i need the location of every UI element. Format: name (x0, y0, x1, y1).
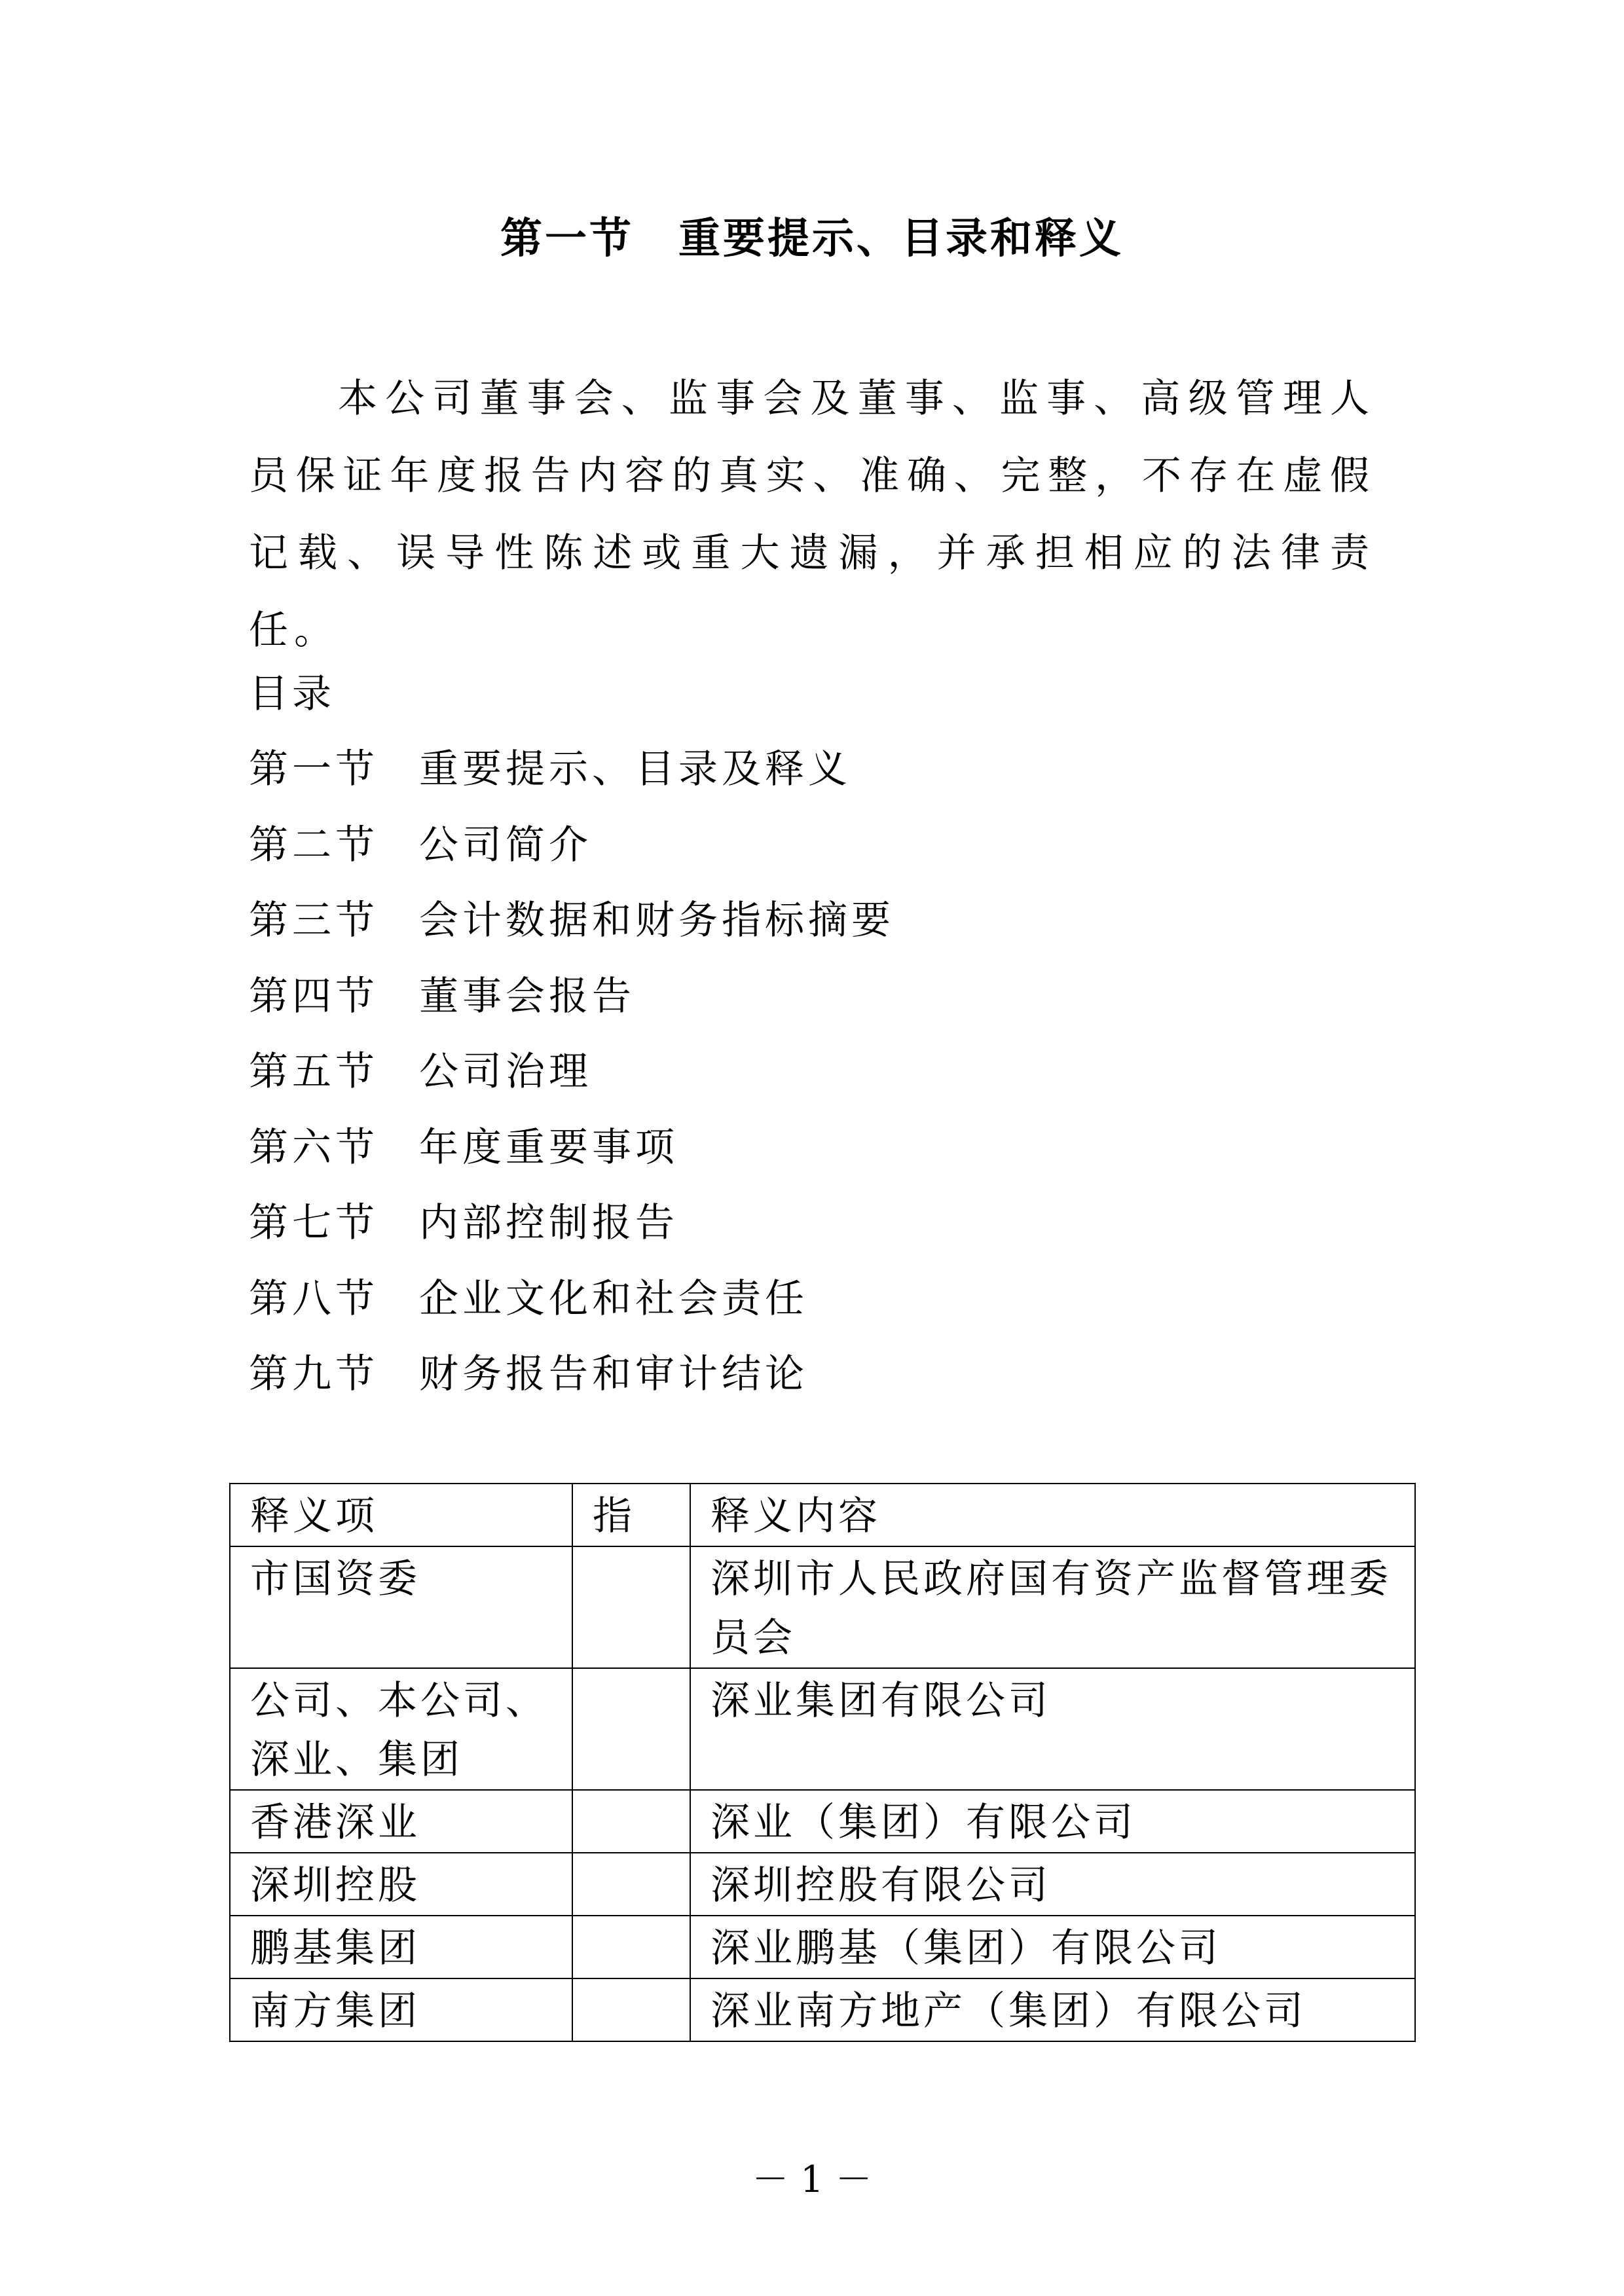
definition-meaning: 深圳控股有限公司 (690, 1853, 1415, 1916)
table-of-contents (249, 737, 895, 1417)
toc-section-title: 财务报告和审计结论 (419, 1351, 808, 1397)
definition-term: 公司、本公司、深业、集团 (230, 1668, 572, 1790)
toc-section-title: 会计数据和财务指标摘要 (419, 898, 895, 943)
toc-section-number: 第六节 (249, 1124, 378, 1171)
toc-item (249, 812, 895, 888)
definition-pointer (572, 1668, 690, 1790)
table-header-row (230, 1484, 1415, 1546)
toc-section-number: 第五节 (249, 1049, 378, 1095)
toc-section-number: 第四节 (249, 973, 378, 1019)
column-header-meaning: 释义内容 (690, 1484, 1415, 1546)
toc-section-number: 第八节 (249, 1275, 378, 1322)
definition-term: 市国资委 (230, 1546, 572, 1668)
table-row (230, 1790, 1415, 1853)
toc-heading: 目录 (249, 671, 335, 717)
toc-section-title: 重要提示、目录及释义 (419, 746, 851, 792)
table-row (230, 1978, 1415, 2041)
toc-item (249, 1341, 895, 1417)
definition-pointer (572, 1853, 690, 1916)
toc-item (249, 964, 895, 1040)
toc-section-number: 第一节 (249, 746, 378, 792)
toc-item (249, 888, 895, 964)
definition-term: 香港深业 (230, 1790, 572, 1853)
definition-pointer (572, 1790, 690, 1853)
toc-item (249, 1115, 895, 1191)
definitions-table (229, 1483, 1416, 2042)
toc-item (249, 737, 895, 812)
table-row (230, 1853, 1415, 1916)
definition-meaning: 深业南方地产（集团）有限公司 (690, 1978, 1415, 2041)
definition-meaning: 深业（集团）有限公司 (690, 1790, 1415, 1853)
page-number: － 1 － (752, 2159, 872, 2201)
toc-section-number: 第七节 (249, 1200, 378, 1246)
table-row (230, 1668, 1415, 1790)
toc-section-title: 企业文化和社会责任 (419, 1275, 808, 1322)
column-header-term: 释义项 (230, 1484, 572, 1546)
toc-section-number: 第二节 (249, 822, 378, 868)
definition-term: 南方集团 (230, 1978, 572, 2041)
definition-term: 鹏基集团 (230, 1916, 572, 1978)
definition-pointer (572, 1978, 690, 2041)
definition-pointer (572, 1546, 690, 1668)
definition-meaning: 深业鹏基（集团）有限公司 (690, 1916, 1415, 1978)
toc-section-number: 第九节 (249, 1351, 378, 1397)
toc-section-title: 年度重要事项 (419, 1124, 678, 1171)
definition-meaning: 深业集团有限公司 (690, 1668, 1415, 1790)
definition-pointer (572, 1916, 690, 1978)
toc-section-title: 公司简介 (419, 822, 592, 868)
toc-section-number: 第三节 (249, 898, 378, 943)
table-row (230, 1916, 1415, 1978)
toc-item (249, 1190, 895, 1266)
definition-meaning: 深圳市人民政府国有资产监督管理委员会 (690, 1546, 1415, 1668)
definition-term: 深圳控股 (230, 1853, 572, 1916)
column-header-pointer: 指 (572, 1484, 690, 1546)
toc-item (249, 1266, 895, 1342)
toc-section-title: 董事会报告 (419, 973, 635, 1019)
toc-section-title: 公司治理 (419, 1049, 592, 1095)
toc-item (249, 1039, 895, 1115)
table-row (230, 1546, 1415, 1668)
page-title: 第一节 重要提示、目录和释义 (500, 215, 1124, 263)
intro-statement: 本公司董事会、监事会及董事、监事、高级管理人员保证年度报告内容的真实、准确、完整，不存在虚假记载、误导性陈述或重大遗漏，并承担相应的法律责任。 (249, 376, 1375, 653)
toc-section-title: 内部控制报告 (419, 1200, 678, 1246)
